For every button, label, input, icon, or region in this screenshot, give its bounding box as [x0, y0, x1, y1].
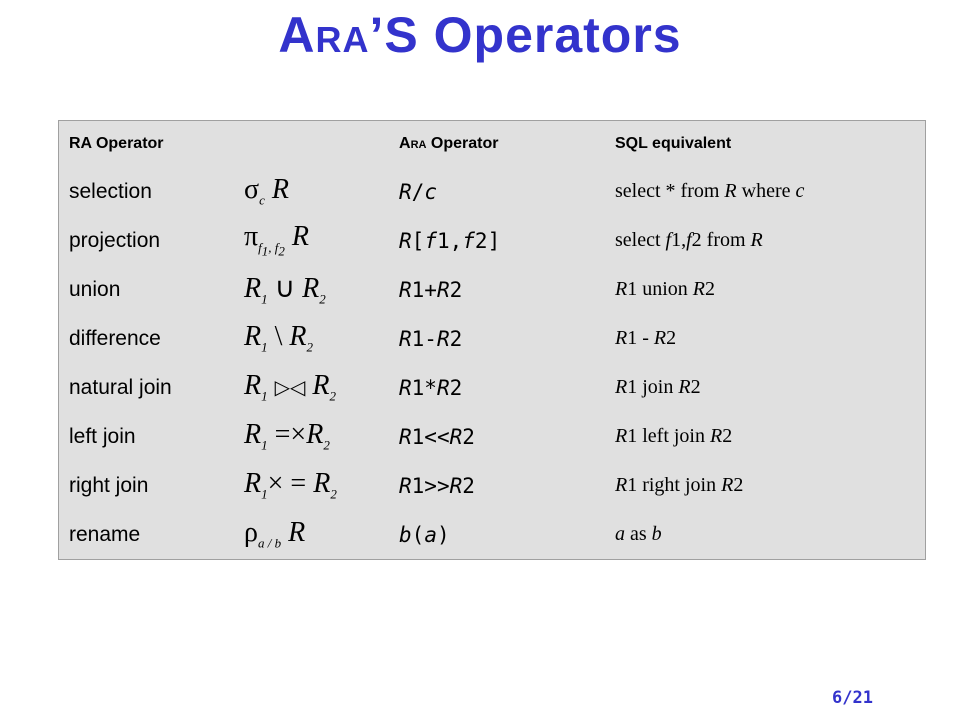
ara-expression: R1<<R2 [399, 424, 475, 449]
operator-formula: $R_1\times = R_2$ [244, 468, 337, 502]
operators-table [58, 120, 926, 560]
sql-expression: R1 - R2 [615, 327, 677, 349]
operator-name: right join [69, 473, 149, 497]
header-sql-equivalent: SQL equivalent [615, 135, 732, 152]
sql-expression: R1 join R2 [615, 376, 701, 398]
table-row [59, 167, 926, 216]
table-row [59, 314, 926, 363]
table-row [59, 216, 926, 265]
operator-formula: $\sigma_c$ R [244, 174, 289, 208]
sql-expression: R1 right join R2 [615, 474, 744, 496]
ara-expression: R1>>R2 [399, 473, 475, 498]
table-row [59, 363, 926, 412]
page-number: 6/21 [832, 688, 873, 708]
table-header-row [59, 121, 926, 168]
operator-name: rename [69, 522, 141, 546]
operator-formula: $R_1$ \ $R_2$ [244, 321, 313, 355]
ara-expression: R[f1,f2] [399, 228, 501, 253]
operator-formula: $R_1$ ∪ $R_2$ [244, 273, 326, 307]
ara-expression: R1+R2 [399, 277, 463, 302]
operator-name: natural join [69, 375, 172, 399]
operator-formula: $R_1$ ▷◁ $R_2$ [244, 370, 336, 404]
sql-expression: R1 union R2 [615, 278, 715, 300]
ara-expression: R1-R2 [399, 326, 463, 351]
table-row [59, 412, 926, 461]
operator-formula: $\pi_{f_1, f_2}$ R [244, 221, 309, 259]
operator-name: left join [69, 424, 136, 448]
ara-expression: R1*R2 [399, 375, 463, 400]
operator-name: selection [69, 179, 152, 203]
operator-formula: $R_1 =\times R_2$ [244, 419, 330, 453]
table-row [59, 510, 926, 560]
operator-formula: $\rho_{a / b}$ R [244, 517, 306, 551]
header-ra-operator: RA Operator [69, 135, 164, 152]
operator-name: union [69, 277, 121, 301]
sql-expression: R1 left join R2 [615, 425, 733, 447]
operator-name: projection [69, 228, 161, 252]
ara-expression: R/c [399, 179, 437, 204]
header-ara-operator: ARA Operator [399, 135, 499, 152]
page-title: ARA’S Operators [278, 7, 682, 63]
table-row [59, 461, 926, 510]
sql-expression: a as b [615, 523, 662, 545]
operator-name: difference [69, 326, 161, 350]
sql-expression: select f1,f2 from R [615, 229, 763, 251]
sql-expression: select * from R where c [615, 180, 805, 202]
ara-expression: b(a) [399, 522, 450, 547]
table-row [59, 265, 926, 314]
